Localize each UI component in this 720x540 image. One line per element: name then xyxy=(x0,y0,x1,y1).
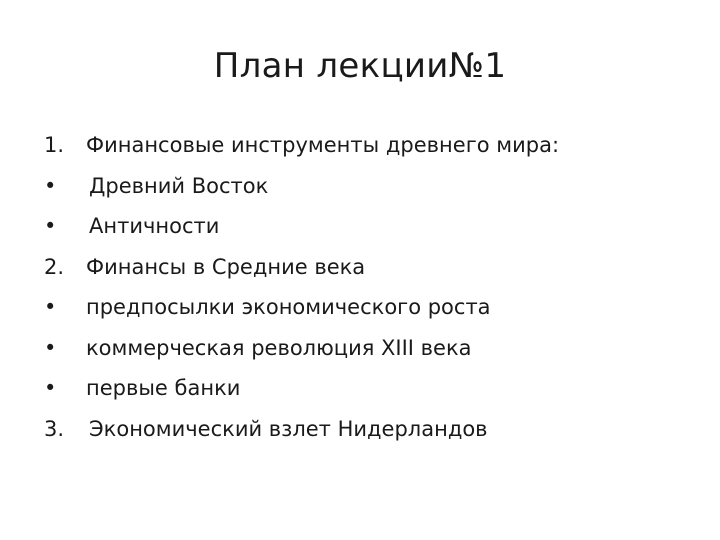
bullet-icon: • xyxy=(44,214,57,238)
slide-title: План лекции№1 xyxy=(213,46,507,86)
list-item xyxy=(44,174,694,215)
list-item xyxy=(44,336,694,377)
list-item-text: коммерческая революция XIII века xyxy=(86,335,472,360)
list-item-text: Экономический взлет Нидерландов xyxy=(89,416,488,441)
bullet-icon: • xyxy=(44,335,57,360)
bullet-icon: • xyxy=(44,173,57,198)
list-item xyxy=(44,376,694,417)
bullet-icon: • xyxy=(44,376,57,400)
list-item-text: первые банки xyxy=(86,376,241,400)
list-item-text: Античности xyxy=(89,214,220,238)
list-item xyxy=(44,417,694,458)
list-item-text: Финансы в Средние века xyxy=(86,254,366,279)
list-number: 2. xyxy=(44,254,65,279)
list-number: 3. xyxy=(44,416,65,441)
list-item-text: предпосылки экономического роста xyxy=(86,295,491,319)
list-number: 1. xyxy=(44,133,65,157)
list-item xyxy=(44,133,694,174)
list-item xyxy=(44,214,694,255)
list-item-text: Финансовые инструменты древнего мира: xyxy=(86,133,560,157)
bullet-icon: • xyxy=(44,295,57,319)
list-item xyxy=(44,295,694,336)
list-item-text: Древний Восток xyxy=(89,173,269,198)
list-item xyxy=(44,255,694,296)
lecture-outline-list xyxy=(44,133,694,457)
